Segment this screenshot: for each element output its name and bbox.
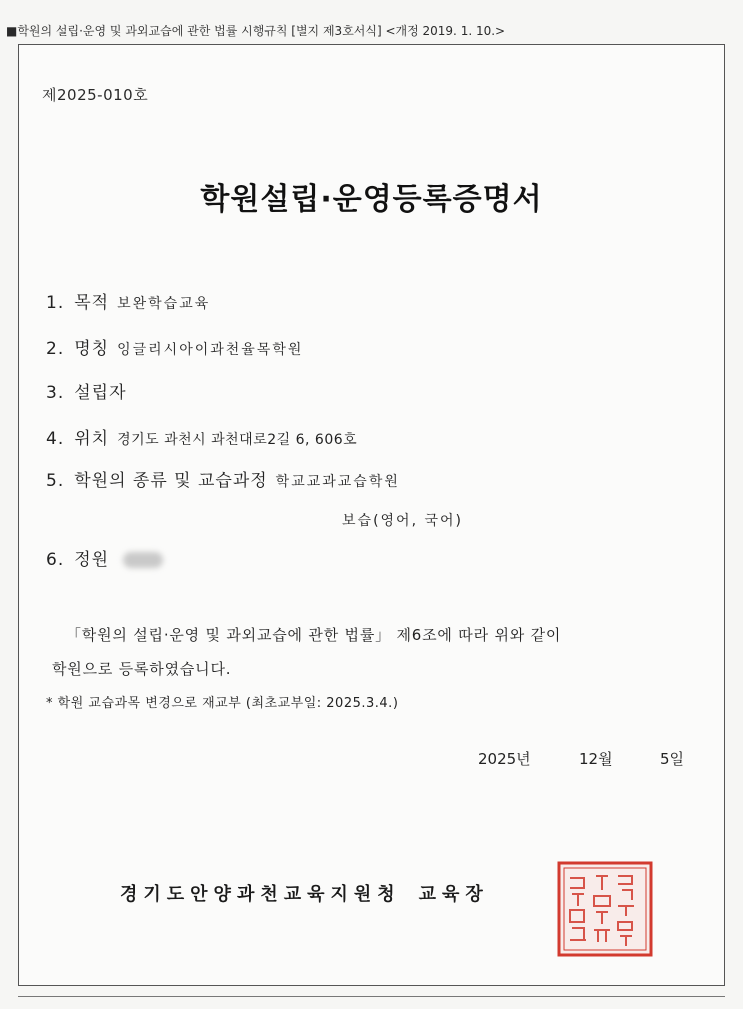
item-label: 목적: [74, 293, 110, 313]
issuer-title: 교육장: [418, 884, 489, 905]
item-label: 위치: [74, 429, 110, 449]
statement-line-1: 「학원의 설립·운영 및 과외교습에 관한 법률」 제6조에 따라 위와 같이: [66, 626, 562, 644]
document-number: 제2025-010호: [42, 86, 149, 104]
item-location: [46, 424, 357, 449]
item-academy-type: [46, 466, 400, 491]
item-label: 명칭: [74, 339, 110, 359]
date-month: 12월: [579, 750, 613, 768]
item-number: 2.: [46, 339, 65, 359]
issuer: [120, 880, 489, 906]
form-header-note: ■학원의 설립·운영 및 과외교습에 관한 법률 시행규칙 [별지 제3호서식] <개정 2019. 1. 10.>: [6, 24, 506, 38]
item-founder: [46, 378, 127, 403]
redacted-value: [123, 552, 163, 568]
issuer-office: 경기도안양과천교육지원청: [120, 884, 401, 905]
certificate-title: 학원설립·운영등록증명서: [200, 182, 543, 217]
reissue-note: * 학원 교습과목 변경으로 재교부 (최초교부일: 2025.3.4.): [46, 696, 399, 711]
item-capacity: [46, 545, 163, 570]
item-value: 보완학습교육: [117, 296, 211, 312]
date-day: 5일: [660, 750, 685, 768]
item-value: 잉글리시아이과천율목학원: [117, 342, 304, 358]
official-seal-icon: [556, 860, 654, 958]
bottom-divider: [18, 996, 725, 997]
item-number: 6.: [46, 550, 65, 570]
item-label: 설립자: [74, 383, 127, 403]
date-year: 2025년: [478, 750, 531, 768]
statement-line-2: 학원으로 등록하였습니다.: [52, 660, 232, 678]
item-number: 4.: [46, 429, 65, 449]
item-value: 경기도 과천시 과천대로2길 6, 606호: [117, 432, 358, 448]
course-subjects: 보습(영어, 국어): [342, 513, 463, 529]
item-name: [46, 334, 303, 359]
item-number: 3.: [46, 383, 65, 403]
item-number: 1.: [46, 293, 65, 313]
item-purpose: [46, 288, 210, 313]
item-number: 5.: [46, 471, 65, 491]
item-label: 정원: [74, 550, 110, 570]
item-label: 학원의 종류 및 교습과정: [74, 471, 268, 491]
item-value: 학교교과교습학원: [275, 474, 400, 490]
